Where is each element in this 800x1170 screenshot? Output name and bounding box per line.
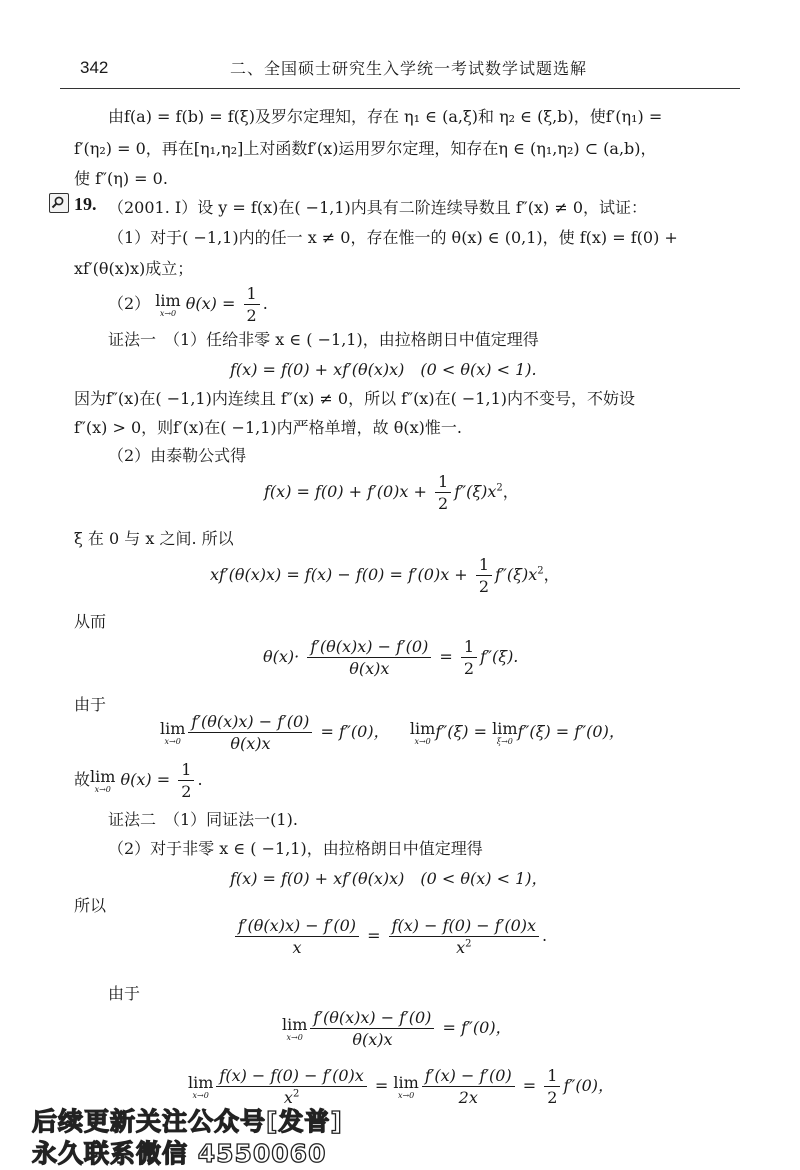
fraction: $\frac{f(x) - f(0) - f'(0)x}{x^2}$ bbox=[216, 1066, 366, 1107]
fraction: $\frac{f'(x) - f'(0)}{2x}$ bbox=[422, 1066, 515, 1107]
text-line: 使 f″(η) = 0. bbox=[74, 169, 168, 188]
text-line: ξ 在 0 与 x 之间. 所以 bbox=[74, 529, 234, 548]
limit-operator: lim x→0 bbox=[188, 1073, 214, 1100]
equation: f(x) = f(0) + xf′(θ(x)x) (0 < θ(x) < 1)， bbox=[230, 869, 548, 888]
problem-number: 19. bbox=[74, 194, 97, 214]
fraction: $\frac{1}{2}$ bbox=[461, 637, 477, 678]
limit-operator: lim ξ→0 bbox=[492, 719, 518, 746]
text-line: （2）由泰勒公式得 bbox=[108, 446, 247, 465]
proof-heading: 证法一 （1）任给非零 x ∈ ( −1,1)，由拉格朗日中值定理得 bbox=[108, 330, 539, 349]
equation: f(x) = f(0) + f′(0)x + $\frac{1}{2}$ $f''(\xi)x^2$， bbox=[264, 472, 519, 513]
equation: lim x→0 $\frac{f(x) - f(0) - f'(0)x}{x^2}$ = lim x→0 $\frac{f'(x) - f'(0)}{2x}$ = $\frac{1}{2}$ f″(0)， bbox=[188, 1066, 615, 1107]
text-line: xf′(θ(x)x)成立； bbox=[74, 259, 194, 278]
limit-operator: lim x→0 bbox=[282, 1015, 308, 1042]
limit-operator: lim x→0 bbox=[90, 767, 116, 794]
problem-statement: （2001. Ⅰ）设 y = f(x)在( −1,1)内具有二阶连续导数且 f″(x) ≠ 0，试证： bbox=[108, 198, 648, 217]
fraction: $\frac{1}{2}$ bbox=[435, 472, 451, 513]
limit-operator: lim x→0 bbox=[160, 719, 186, 746]
equation: θ(x)· $\frac{f'(\theta(x)x) - f'(0)}{\theta(x)x}$ = $\frac{1}{2}$ f″(ξ). bbox=[263, 637, 519, 678]
text-line: 因为f″(x)在( −1,1)内连续且 f″(x) ≠ 0，所以 f″(x)在( −1,1)内不变号，不妨设 bbox=[74, 389, 635, 408]
limit-operator: lim x→0 bbox=[409, 719, 436, 746]
magnifier-icon bbox=[49, 193, 69, 213]
text-line: f″(x) > 0，则f′(x)在( −1,1)内严格单增，故 θ(x)惟一. bbox=[74, 418, 462, 437]
text-line: 所以 bbox=[74, 896, 107, 915]
fraction: $\frac{1}{2}$ bbox=[476, 555, 492, 596]
proof-heading: 证法二 （1）同证法一(1). bbox=[108, 810, 298, 829]
limit-operator: lim x→0 bbox=[393, 1073, 419, 1100]
fraction: $\frac{f'(\theta(x)x) - f'(0)}{\theta(x)x}$ bbox=[310, 1008, 434, 1049]
text-line: 由于 bbox=[74, 695, 107, 714]
text-line: f′(η₂) = 0，再在[η₁,η₂]上对函数f′(x)运用罗尔定理，知存在η ∈ (η₁,η₂) ⊂ (a,b)， bbox=[74, 139, 657, 158]
equation: f(x) = f(0) + xf′(θ(x)x) (0 < θ(x) < 1). bbox=[230, 360, 537, 379]
limit-operator: lim x→0 bbox=[155, 291, 181, 318]
text-line: （1）对于( −1,1)内的任一 x ≠ 0，存在惟一的 θ(x) ∈ (0,1)，使 f(x) = f(0) + bbox=[108, 228, 678, 247]
fraction: $\frac{f'(\theta(x)x) - f'(0)}{x}$ bbox=[235, 916, 359, 957]
fraction: $\frac{1}{2}$ bbox=[178, 760, 194, 801]
text-line: 由f(a) = f(b) = f(ξ)及罗尔定理知，存在 η₁ ∈ (a,ξ)和 η₂ ∈ (ξ,b)，使f′(η₁) = bbox=[108, 107, 663, 126]
equation: lim x→0 $\frac{f'(\theta(x)x) - f'(0)}{\theta(x)x}$ = f″(0)， bbox=[282, 1008, 512, 1049]
equation: $\frac{f'(\theta(x)x) - f'(0)}{x}$ = $\frac{f(x) - f(0) - f'(0)x}{x^2}$ . bbox=[232, 916, 547, 957]
text-line: （2）对于非零 x ∈ ( −1,1)，由拉格朗日中值定理得 bbox=[108, 839, 483, 858]
running-title: 二、全国硕士研究生入学统一考试数学试题选解 bbox=[230, 59, 588, 78]
page-number: 342 bbox=[80, 58, 109, 77]
fraction: $\frac{f(x) - f(0) - f'(0)x}{x^2}$ bbox=[389, 916, 539, 957]
equation: xf′(θ(x)x) = f(x) − f(0) = f′(0)x + $\frac{1}{2}$ $f''(\xi)x^2$， bbox=[210, 555, 560, 596]
equation: （2） lim x→0 θ(x) = $\frac{1}{2}$ . bbox=[108, 284, 268, 325]
watermark-line: 后续更新关注公众号[发普] bbox=[32, 1107, 343, 1136]
equation: 故lim x→0 θ(x) = $\frac{1}{2}$ . bbox=[74, 760, 203, 801]
fraction: $\frac{f'(\theta(x)x) - f'(0)}{\theta(x)x}$ bbox=[188, 712, 312, 753]
fraction: $\frac{1}{2}$ bbox=[244, 284, 260, 325]
fraction: $\frac{f'(\theta(x)x) - f'(0)}{\theta(x)x}$ bbox=[307, 637, 431, 678]
page-header bbox=[60, 48, 740, 89]
watermark-line: 永久联系微信 4550060 bbox=[32, 1139, 327, 1168]
equation: lim x→0 $\frac{f'(\theta(x)x) - f'(0)}{\theta(x)x}$ = f″(0)， lim x→0 f″(ξ) = lim ξ→0 f″(ξ) = f″(0)， bbox=[160, 712, 625, 753]
fraction: $\frac{1}{2}$ bbox=[544, 1066, 560, 1107]
text-line: 由于 bbox=[108, 984, 141, 1003]
text-line: （2） bbox=[108, 294, 151, 313]
text-line: 从而 bbox=[74, 612, 107, 631]
